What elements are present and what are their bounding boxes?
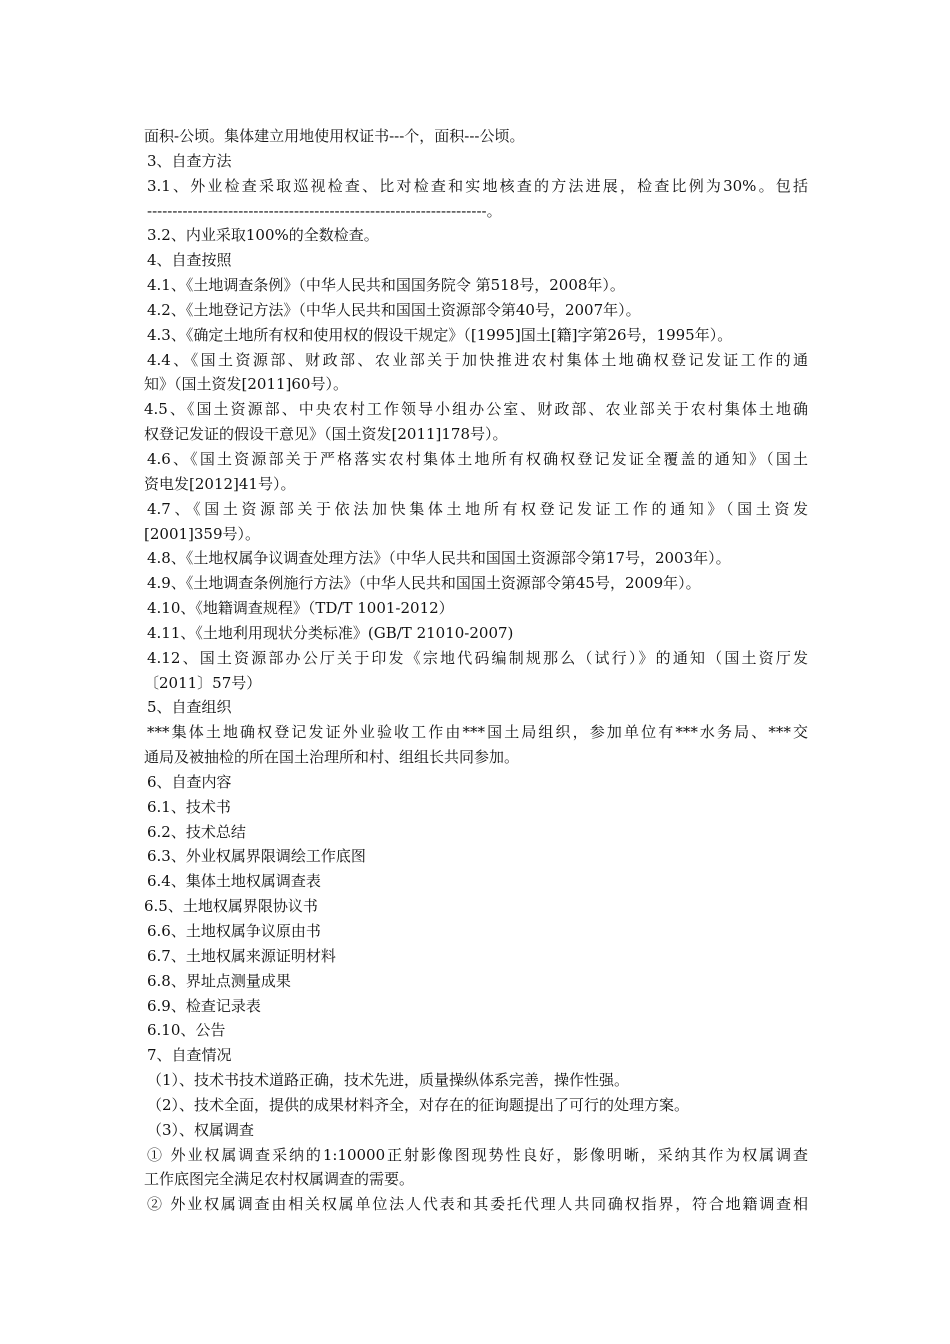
- text-line: -------------------------------------------------------------------。: [147, 201, 502, 220]
- text-line: 4.1、《土地调查条例》（中华人民共和国国务院令 第518号，2008年）。: [147, 276, 625, 295]
- text-line: 4.7、《国土资源部关于依法加快集体土地所有权登记发证工作的通知》（国土资发: [147, 499, 808, 518]
- text-line: 4.2、《土地登记方法》（中华人民共和国国土资源部令第40号，2007年）。: [147, 300, 641, 319]
- document-body: [144, 124, 808, 1217]
- text-line: 3、自查方法: [147, 151, 232, 170]
- text-line: 工作底图完全满足农村权属调查的需要。: [144, 1170, 415, 1189]
- text-line: 4.8、《土地权属争议调查处理方法》（中华人民共和国国土资源部令第17号，2003年）。: [147, 549, 731, 568]
- text-line: 6.10、公告: [147, 1021, 226, 1040]
- text-line: [2001]359号）。: [144, 524, 261, 543]
- text-line: 6.3、外业权属界限调绘工作底图: [147, 847, 366, 866]
- text-line: ① 外业权属调查采纳的1:10000正射影像图现势性良好，影像明晰，采纳其作为权属调查: [147, 1145, 808, 1164]
- text-line: 6、自查内容: [147, 772, 232, 791]
- text-line: （3）、权属调查: [147, 1120, 255, 1139]
- text-line: 5、自查组织: [147, 698, 232, 717]
- text-line: （2）、技术全面，提供的成果材料齐全，对存在的征询题提出了可行的处理方案。: [147, 1095, 690, 1114]
- text-line: 面积-公顷。集体建立用地使用权证书---个，面积---公顷。: [144, 127, 525, 145]
- text-line: 6.2、技术总结: [147, 822, 246, 841]
- text-line: 4.11、《土地利用现状分类标准》(GB/T 21010-2007): [147, 623, 514, 642]
- text-line: 权登记发证的假设干意见》（国土资发[2011]178号）。: [144, 425, 508, 444]
- text-line: 6.1、技术书: [147, 797, 231, 816]
- text-line: 3.1、外业检查采取巡视检查、比对检查和实地核查的方法进展，检查比例为30%。包括: [147, 176, 808, 195]
- text-line: 6.9、检查记录表: [147, 996, 261, 1015]
- text-line: 7、自查情况: [147, 1046, 232, 1065]
- text-line: 6.7、土地权属来源证明材料: [147, 946, 336, 965]
- text-line: 4.6、《国土资源部关于严格落实农村集体土地所有权确权登记发证全覆盖的通知》（国土: [147, 449, 808, 468]
- text-line: ② 外业权属调查由相关权属单位法人代表和其委托代理人共同确权指界，符合地籍调查相: [147, 1195, 808, 1214]
- text-line: 通局及被抽检的所在国土治理所和村、组组长共同参加。: [144, 748, 520, 767]
- text-line: 6.4、集体土地权属调查表: [147, 872, 321, 891]
- text-line: 4.5、《国土资源部、中央农村工作领导小组办公室、财政部、农业部关于农村集体土地确: [144, 400, 808, 419]
- text-line: 4.12、国土资源部办公厅关于印发《宗地代码编制规那么（试行）》的通知（国土资厅发: [147, 648, 808, 667]
- text-line: 4.4、《国土资源部、财政部、农业部关于加快推进农村集体土地确权登记发证工作的通: [147, 350, 808, 369]
- text-line: 4、自查按照: [147, 251, 232, 270]
- text-line: 4.10、《地籍调查规程》（TD/T 1001-2012）: [147, 599, 454, 618]
- text-line: 〔2011〕57号）: [144, 673, 262, 692]
- text-line: 6.6、土地权属争议原由书: [147, 922, 321, 940]
- text-line: 资电发[2012]41号）。: [144, 474, 296, 493]
- text-line: （1）、技术书技术道路正确，技术先进，质量操纵体系完善，操作性强。: [147, 1071, 630, 1090]
- text-line: 6.5、土地权属界限协议书: [144, 897, 318, 916]
- text-line: ***集体土地确权登记发证外业验收工作由***国土局组织，参加单位有***水务局、***交: [147, 723, 808, 742]
- text-line: 6.8、界址点测量成果: [147, 971, 291, 990]
- text-line: 知》（国土资发[2011]60号）。: [144, 375, 348, 394]
- text-line: 3.2、内业采取100%的全数检查。: [147, 226, 379, 245]
- text-line: 4.9、《土地调查条例施行方法》（中华人民共和国国土资源部令第45号，2009年）。: [147, 574, 701, 593]
- text-line: 4.3、《确定土地所有权和使用权的假设干规定》（[1995]国土[籍]字第26号，1995年）。: [147, 325, 733, 344]
